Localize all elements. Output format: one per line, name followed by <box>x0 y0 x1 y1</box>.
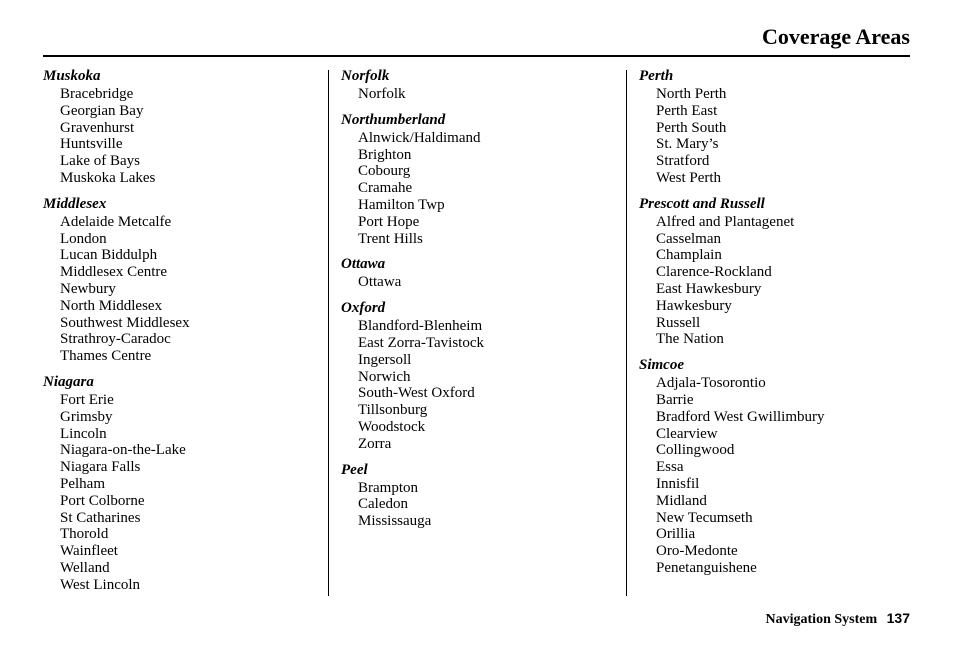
place-item: Gravenhurst <box>60 119 135 136</box>
place-item: West Lincoln <box>60 576 141 593</box>
region-block <box>43 66 313 187</box>
place-item: Port Colborne <box>60 492 145 509</box>
place-item: Pelham <box>60 475 105 492</box>
place-item: Lincoln <box>60 425 107 442</box>
place-item: London <box>60 230 107 247</box>
place-item: Brampton <box>358 479 418 496</box>
region-heading: Oxford <box>341 300 386 317</box>
region-heading: Simcoe <box>639 357 684 374</box>
place-item: Welland <box>60 559 110 576</box>
region-heading: Muskoka <box>43 68 101 84</box>
region-block <box>341 110 611 248</box>
place-item: Tillsonburg <box>358 402 428 419</box>
place-item: Cobourg <box>358 163 411 180</box>
place-item: Stratford <box>656 153 710 170</box>
place-item: Casselman <box>656 230 721 247</box>
place-item: Oro-Medonte <box>656 543 738 560</box>
title-rule <box>43 55 910 57</box>
place-item: Lucan Biddulph <box>60 247 158 264</box>
region-heading: Prescott and Russell <box>639 195 765 212</box>
place-item: Clarence-Rockland <box>656 264 772 281</box>
place-item: The Nation <box>656 331 724 348</box>
place-item: Essa <box>656 459 684 476</box>
place-item: Wainfleet <box>60 543 118 560</box>
region-block <box>341 298 611 452</box>
place-item: Blandford-Blenheim <box>358 318 483 335</box>
place-item: Clearview <box>656 425 718 442</box>
place-item: Hamilton Twp <box>358 196 445 213</box>
place-item: St Catharines <box>60 509 141 526</box>
place-item: Fort Erie <box>60 391 114 408</box>
region-heading: Norfolk <box>341 68 390 84</box>
place-item: Cramahe <box>358 180 413 197</box>
place-item: Woodstock <box>358 418 426 435</box>
place-item: Zorra <box>358 435 392 452</box>
place-item: Perth East <box>656 102 718 119</box>
place-item: Muskoka Lakes <box>60 169 156 186</box>
place-item: Innisfil <box>656 475 700 492</box>
place-item: Alfred and Plantagenet <box>656 213 795 230</box>
place-item: Russell <box>656 314 701 331</box>
place-item: Ottawa <box>358 274 402 291</box>
page-footer <box>766 610 910 628</box>
place-item: Champlain <box>656 247 722 264</box>
region-heading: Niagara <box>43 373 94 390</box>
column-1 <box>43 66 313 601</box>
place-item: North Middlesex <box>60 297 163 314</box>
place-item: Norwich <box>358 368 411 385</box>
place-item: Brighton <box>358 146 412 163</box>
place-item: Grimsby <box>60 408 113 425</box>
region-block <box>43 372 313 594</box>
place-item: Mississauga <box>358 513 432 530</box>
place-item: Perth South <box>656 119 727 136</box>
column-2 <box>341 66 611 537</box>
place-item: Niagara-on-the-Lake <box>60 442 186 459</box>
place-item: Caledon <box>358 496 408 513</box>
place-item: Orillia <box>656 526 696 543</box>
region-block <box>639 355 909 577</box>
page-title: Coverage Areas <box>761 24 910 49</box>
place-item: South-West Oxford <box>358 385 475 402</box>
place-item: St. Mary’s <box>656 136 719 153</box>
region-heading: Peel <box>341 461 368 478</box>
place-item: Strathroy-Caradoc <box>60 331 171 348</box>
place-item: Penetanguishene <box>656 559 757 576</box>
place-item: Hawkesbury <box>656 297 732 314</box>
place-item: Newbury <box>60 280 116 297</box>
place-item: Norfolk <box>358 86 406 102</box>
region-heading: Middlesex <box>43 195 107 212</box>
region-heading: Perth <box>639 68 674 84</box>
place-item: Bracebridge <box>60 86 134 102</box>
region-block <box>341 460 611 530</box>
place-item: Collingwood <box>656 442 735 459</box>
region-block <box>341 66 611 103</box>
region-block <box>639 194 909 348</box>
place-item: Trent Hills <box>358 230 423 247</box>
place-item: Midland <box>656 492 707 509</box>
place-item: Lake of Bays <box>60 153 140 170</box>
region-block <box>639 66 909 187</box>
place-item: Thames Centre <box>60 348 152 365</box>
place-item: Adjala-Tosorontio <box>656 375 766 392</box>
place-item: Alnwick/Haldimand <box>358 129 481 146</box>
region-block <box>43 194 313 365</box>
place-item: Bradford West Gwillimbury <box>656 408 825 425</box>
place-item: Barrie <box>656 391 694 408</box>
column-3 <box>639 66 909 584</box>
place-item: North Perth <box>656 86 727 102</box>
page-number: 137 <box>886 610 910 626</box>
place-item: West Perth <box>656 169 722 186</box>
place-item: Southwest Middlesex <box>60 314 190 331</box>
place-item: Niagara Falls <box>60 459 141 476</box>
region-heading: Northumberland <box>341 111 446 128</box>
column-divider-2 <box>626 70 627 596</box>
place-item: Huntsville <box>60 136 123 153</box>
column-divider-1 <box>328 70 329 596</box>
place-item: Adelaide Metcalfe <box>60 213 172 230</box>
place-item: Middlesex Centre <box>60 264 168 281</box>
region-block <box>341 254 611 291</box>
place-item: East Zorra-Tavistock <box>358 334 484 351</box>
place-item: East Hawkesbury <box>656 280 762 297</box>
place-item: Thorold <box>60 526 109 543</box>
place-item: Port Hope <box>358 213 420 230</box>
region-heading: Ottawa <box>341 256 386 273</box>
place-item: New Tecumseth <box>656 509 753 526</box>
place-item: Georgian Bay <box>60 102 144 119</box>
place-item: Ingersoll <box>358 351 412 368</box>
footer-label: Navigation System <box>765 612 878 627</box>
